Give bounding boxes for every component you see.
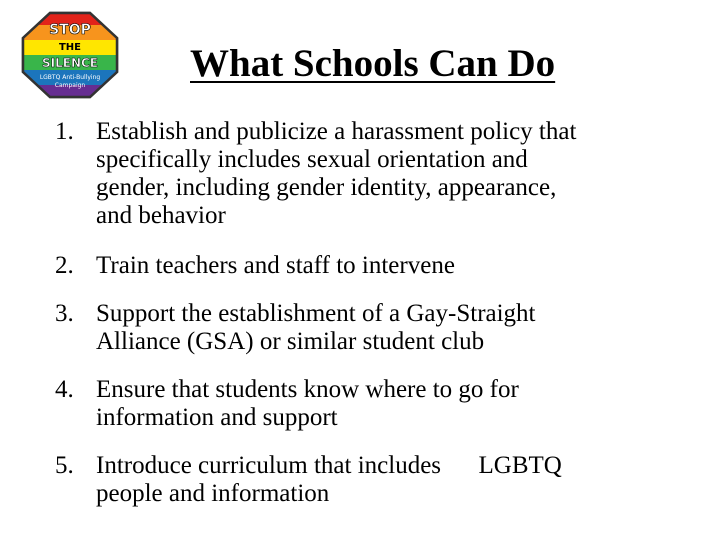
logo-silence-text: SILENCE xyxy=(42,56,98,70)
list-item xyxy=(55,452,695,508)
list-item-number: 3. xyxy=(55,300,74,327)
list-item-number: 1. xyxy=(55,118,74,145)
list-item xyxy=(55,376,695,432)
action-list xyxy=(55,118,695,528)
list-item xyxy=(55,252,695,280)
list-item-text: Support the establishment of a Gay-Straight Alliance (GSA) or similar student club xyxy=(96,300,536,355)
list-item-number: 4. xyxy=(55,376,74,403)
logo-the-text: THE xyxy=(58,42,82,53)
list-item xyxy=(55,300,695,356)
list-item-text: Introduce curriculum that includes LGBTQ people and information xyxy=(96,452,562,507)
list-item-number: 5. xyxy=(55,452,74,479)
list-item-text: Train teachers and staff to intervene xyxy=(96,252,455,279)
list-item-number: 2. xyxy=(55,252,74,279)
slide-title: What Schools Can Do xyxy=(190,42,556,85)
logo-campaign-line2: Campaign xyxy=(54,82,86,89)
logo-stop-text: STOP xyxy=(49,22,91,38)
list-item-text: Ensure that students know where to go for information and support xyxy=(96,376,519,431)
list-item xyxy=(55,118,695,230)
list-item-text: Establish and publicize a harassment policy that specifically includes sexual orientation and gender, including gender identity, appearance, and behavior xyxy=(96,118,577,229)
stop-the-silence-logo xyxy=(20,10,120,100)
logo-campaign-line1: LGBTQ Anti-Bullying xyxy=(39,74,101,81)
